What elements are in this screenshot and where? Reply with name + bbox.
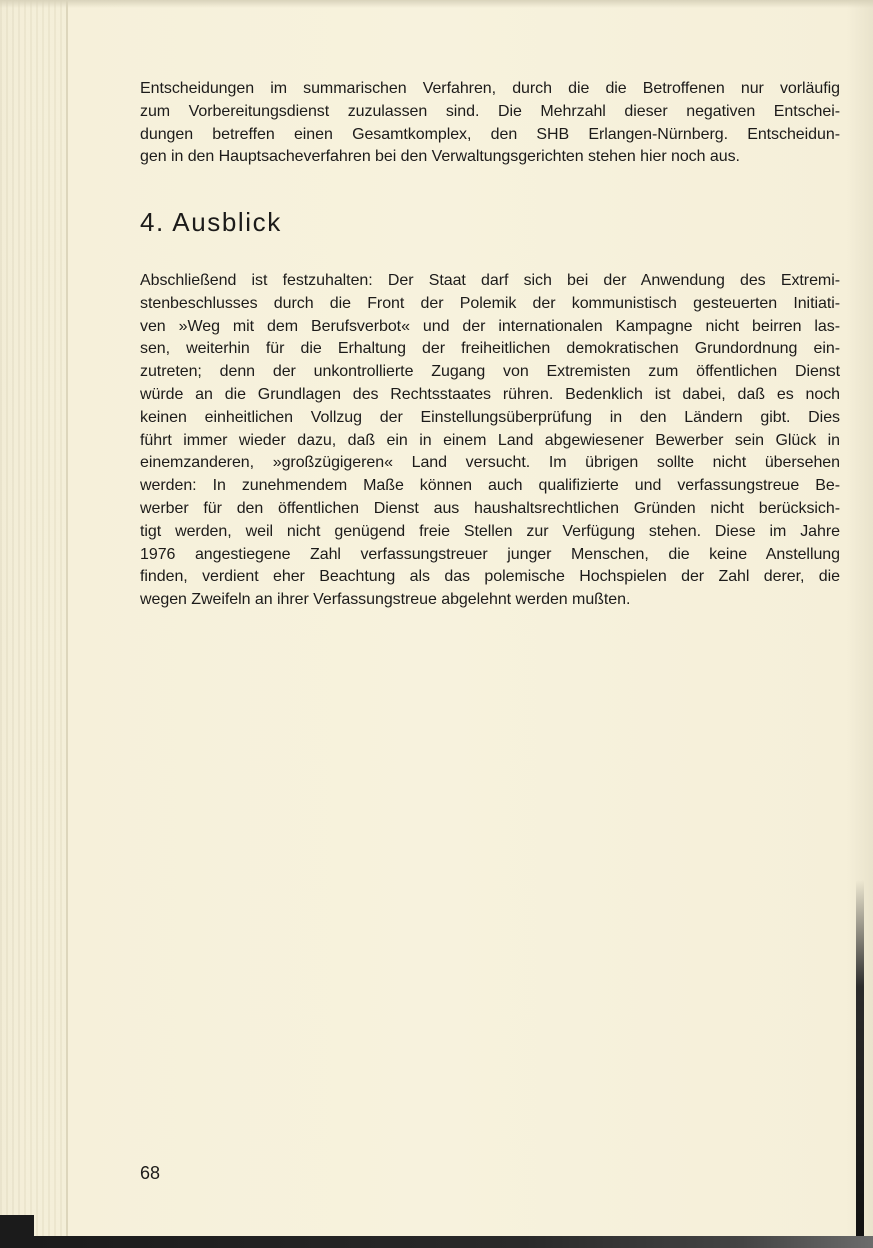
bottom-scan-border xyxy=(0,1236,873,1248)
text-line: einemzanderen, »großzügigeren« Land versucht. Im übrigen sollte nicht übersehen xyxy=(140,454,840,472)
text-line: Abschließend ist festzuhalten: Der Staat darf sich bei der Anwendung des Extremi- xyxy=(140,272,840,289)
text-line: zutreten; denn der unkontrollierte Zugang von Extremisten zum öffentlichen Dienst xyxy=(140,363,840,381)
text-line: tigt werden, weil nicht genügend freie Stellen zur Verfügung stehen. Diese im Jahre xyxy=(140,522,840,540)
section-heading: 4. Ausblick xyxy=(140,207,282,237)
text-line: ven »Weg mit dem Berufsverbot« und der internationalen Kampagne nicht beirren las- xyxy=(140,317,840,335)
text-line: keinen einheitlichen Vollzug der Einstellungsüberprüfung in den Ländern gibt. Dies xyxy=(140,408,840,426)
right-shadow xyxy=(856,880,864,1236)
text-line: stenbeschlusses durch die Front der Polemik der kommunistisch gesteuerten Initiati- xyxy=(140,294,840,312)
text-line: dungen betreffen einen Gesamtkomplex, den SHB Erlangen-Nürnberg. Entscheidun- xyxy=(140,125,840,143)
text-line: würde an die Grundlagen des Rechtsstaates rühren. Bedenklich ist dabei, daß es noch xyxy=(140,385,840,403)
top-shadow xyxy=(0,0,873,8)
main-paragraph xyxy=(140,270,840,612)
corner-shadow xyxy=(0,1215,34,1248)
text-line: 1976 angestiegene Zahl verfassungstreuer junger Menschen, die keine Anstellung xyxy=(140,545,840,563)
intro-paragraph-text xyxy=(140,78,840,169)
text-line: gen in den Hauptsacheverfahren bei den Verwaltungsgerichten stehen hier noch aus. xyxy=(140,148,740,166)
text-line: werden: In zunehmendem Maße können auch qualifizierte und verfassungstreue Be- xyxy=(140,477,840,495)
page-number: 68 xyxy=(140,1163,161,1183)
text-line: werber für den öffentlichen Dienst aus haushaltsrechtlichen Gründen nicht berücksich- xyxy=(140,499,840,517)
page-edge-line xyxy=(66,0,68,1248)
text-line: zum Vorbereitungsdienst zuzulassen sind. Die Mehrzahl dieser negativen Entschei- xyxy=(140,102,840,120)
intro-paragraph xyxy=(140,78,840,169)
text-line: sen, weiterhin für die Erhaltung der freiheitlichen demokratischen Grundordnung ein- xyxy=(140,340,840,358)
main-paragraph-text xyxy=(140,270,840,612)
text-line: wegen Zweifeln an ihrer Verfassungstreue abgelehnt werden mußten. xyxy=(140,591,631,609)
book-page-edges xyxy=(0,0,68,1248)
text-line: Entscheidungen im summarischen Verfahren, durch die die Betroffenen nur vorläufig xyxy=(140,80,840,97)
text-line: führt immer wieder dazu, daß ein in einem Land abgewiesener Bewerber sein Glück in xyxy=(140,431,840,449)
text-line: finden, verdient eher Beachtung als das polemische Hochspielen der Zahl derer, die xyxy=(140,568,840,586)
